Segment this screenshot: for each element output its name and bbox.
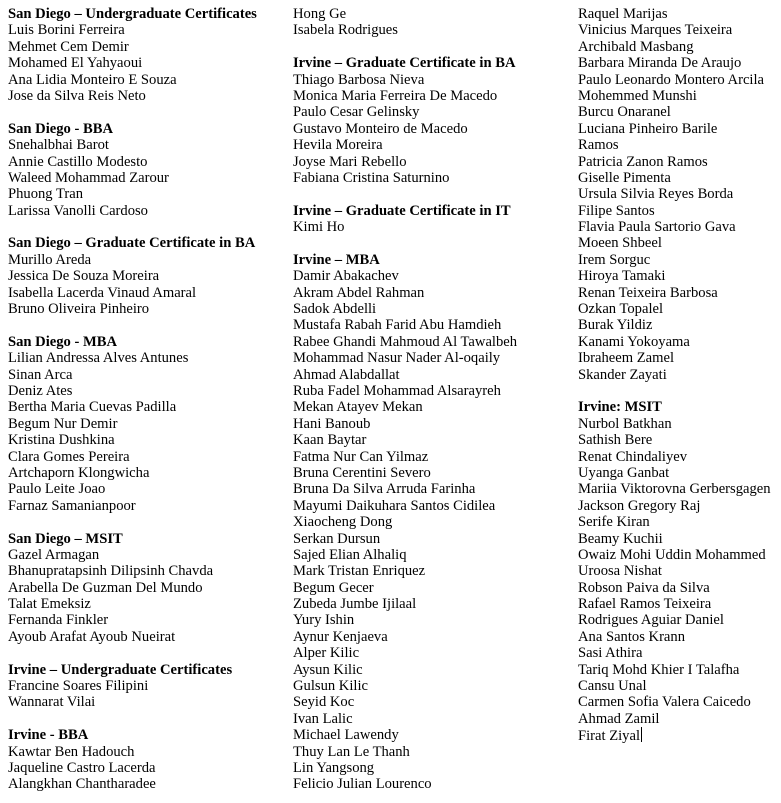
name-text: Murillo Areda xyxy=(8,251,92,268)
name-text: Hevila Moreira xyxy=(293,137,383,154)
name-text: Thiago Barbosa Nieva xyxy=(293,71,425,88)
name-text: Ozkan Topalel xyxy=(578,301,664,318)
name-text: Arabella De Guzman Del Mundo xyxy=(8,579,203,596)
name-text: Paulo Leonardo Montero Arcila xyxy=(578,71,765,88)
blank-line xyxy=(8,317,257,333)
graduate-name xyxy=(578,6,771,22)
name-text: Sinan Arca xyxy=(8,366,73,383)
graduate-name xyxy=(8,580,257,596)
graduate-name xyxy=(578,612,771,628)
name-text: Filipe Santos xyxy=(578,202,655,219)
name-text: Rafael Ramos Teixeira xyxy=(578,596,712,613)
name-text: Mohamed El Yahyaoui xyxy=(8,55,143,72)
graduate-name xyxy=(578,367,771,383)
name-text: Xiaocheng Dong xyxy=(293,514,393,531)
blank-line xyxy=(8,514,257,530)
name-text: Snehalbhai Barot xyxy=(8,137,109,154)
graduate-name xyxy=(293,727,517,743)
graduate-name xyxy=(293,662,517,678)
graduate-name xyxy=(8,629,257,645)
name-text: Sajed Elian Alhaliq xyxy=(293,546,407,563)
name-text: Archibald Masbang xyxy=(578,38,694,55)
text-column-3 xyxy=(578,6,771,744)
graduate-name xyxy=(578,154,771,170)
name-text: Ruba Fadel Mohammad Alsarayreh xyxy=(293,382,501,399)
name-text: Kimi Ho xyxy=(293,219,345,236)
graduate-name xyxy=(293,219,517,235)
name-text: Bhanupratapsinh Dilipsinh Chavda xyxy=(8,563,214,580)
name-text: Luis Borini Ferreira xyxy=(8,22,125,39)
name-text: Burcu Onaranel xyxy=(578,104,671,121)
name-text: Jose da Silva Reis Neto xyxy=(8,87,146,104)
name-text: Sasi Athira xyxy=(578,645,643,662)
name-text: Lin Yangsong xyxy=(293,759,375,776)
graduate-name xyxy=(578,39,771,55)
name-text: Kawtar Ben Hadouch xyxy=(8,743,135,760)
name-text: Nurbol Batkhan xyxy=(578,415,672,432)
graduate-name xyxy=(293,760,517,776)
graduate-name xyxy=(8,776,257,792)
name-text: Hiroya Tamaki xyxy=(578,268,666,285)
name-text: Rabee Ghandi Mahmoud Al Tawalbeh xyxy=(293,333,518,350)
graduate-name xyxy=(578,416,771,432)
name-text: Thuy Lan Le Thanh xyxy=(293,743,410,760)
graduate-name xyxy=(8,186,257,202)
name-text: Seyid Koc xyxy=(293,694,355,711)
graduate-name xyxy=(293,88,517,104)
graduate-name xyxy=(578,711,771,727)
graduate-name xyxy=(8,39,257,55)
graduate-name xyxy=(8,481,257,497)
name-text: Patricia Zanon Ramos xyxy=(578,153,708,170)
program-section xyxy=(578,6,771,383)
graduate-name xyxy=(8,268,257,284)
name-text: Mohammad Nasur Nader Al-oqaily xyxy=(293,350,501,367)
program-section xyxy=(8,6,257,104)
graduate-name xyxy=(578,481,771,497)
graduate-name xyxy=(578,629,771,645)
graduate-name xyxy=(293,531,517,547)
graduate-name xyxy=(8,547,257,563)
graduate-name xyxy=(8,137,257,153)
blank-line xyxy=(8,645,257,661)
graduate-name xyxy=(8,416,257,432)
name-text: Paulo Cesar Gelinsky xyxy=(293,104,420,121)
graduate-name xyxy=(293,137,517,153)
name-text: Hani Banoub xyxy=(293,415,371,432)
program-section xyxy=(293,55,517,186)
graduate-name xyxy=(8,88,257,104)
name-text: Monica Maria Ferreira De Macedo xyxy=(293,87,498,104)
name-text: Flavia Paula Sartorio Gava xyxy=(578,219,736,236)
name-text: Ramos xyxy=(578,137,619,154)
name-text: Giselle Pimenta xyxy=(578,169,671,186)
graduate-name xyxy=(578,268,771,284)
graduate-name xyxy=(8,498,257,514)
graduate-name xyxy=(293,285,517,301)
graduate-name xyxy=(578,121,771,137)
name-text: Mehmet Cem Demir xyxy=(8,38,129,55)
graduate-name xyxy=(293,301,517,317)
name-text: Raquel Marijas xyxy=(578,6,668,22)
graduate-name xyxy=(8,744,257,760)
name-text: Bruna Da Silva Arruda Farinha xyxy=(293,481,476,498)
section-heading: Irvine: MSIT xyxy=(578,399,662,416)
name-text: Kanami Yokoyama xyxy=(578,333,690,350)
name-text: Uyanga Ganbat xyxy=(578,464,670,481)
graduate-name xyxy=(293,22,517,38)
graduate-name xyxy=(8,449,257,465)
name-text: Irem Sorguc xyxy=(578,251,651,268)
blank-line xyxy=(578,383,771,399)
graduate-name xyxy=(578,219,771,235)
name-text: Tariq Mohd Khier I Talafha xyxy=(578,661,740,678)
graduate-name xyxy=(578,301,771,317)
name-text: Burak Yildiz xyxy=(578,317,653,334)
graduate-name xyxy=(293,350,517,366)
name-text: Yury Ishin xyxy=(293,612,355,629)
program-section xyxy=(8,531,257,646)
graduate-name xyxy=(8,170,257,186)
name-text: Begum Nur Demir xyxy=(8,415,118,432)
name-text: Farnaz Samanianpoor xyxy=(8,497,136,514)
name-text: Bertha Maria Cuevas Padilla xyxy=(8,399,177,416)
graduate-name xyxy=(8,399,257,415)
name-text: Barbara Miranda De Araujo xyxy=(578,55,742,72)
graduate-name xyxy=(578,596,771,612)
blank-line xyxy=(8,219,257,235)
name-text: Mekan Atayev Mekan xyxy=(293,399,423,416)
name-text: Isabela Rodrigues xyxy=(293,22,398,39)
name-text: Artchaporn Klongwicha xyxy=(8,464,150,481)
graduate-name xyxy=(293,399,517,415)
name-text: Sathish Bere xyxy=(578,432,653,449)
name-text: Mark Tristan Enriquez xyxy=(293,563,426,580)
graduate-name xyxy=(578,350,771,366)
blank-line xyxy=(293,235,517,251)
section-heading: Irvine - BBA xyxy=(8,727,89,744)
name-text: Jaqueline Castro Lacerda xyxy=(8,759,156,776)
name-text: Ibraheem Zamel xyxy=(578,350,675,367)
name-text: Joyse Mari Rebello xyxy=(293,153,407,170)
graduate-name xyxy=(578,88,771,104)
graduate-name xyxy=(293,744,517,760)
program-section xyxy=(293,203,517,236)
graduate-name xyxy=(578,465,771,481)
graduate-name xyxy=(578,55,771,71)
graduate-name xyxy=(578,498,771,514)
graduate-name xyxy=(578,203,771,219)
blank-line xyxy=(293,186,517,202)
graduate-name xyxy=(578,104,771,120)
name-text: Ayoub Arafat Ayoub Nueirat xyxy=(8,628,176,645)
graduate-name xyxy=(578,580,771,596)
graduate-name xyxy=(8,694,257,710)
name-text: Renan Teixeira Barbosa xyxy=(578,284,718,301)
graduate-name xyxy=(8,367,257,383)
section-heading: San Diego – Undergraduate Certificates xyxy=(8,6,257,22)
graduate-name xyxy=(578,252,771,268)
name-text: Ahmad Zamil xyxy=(578,710,660,727)
graduate-name xyxy=(578,334,771,350)
name-text: Carmen Sofia Valera Caicedo xyxy=(578,694,751,711)
graduate-name xyxy=(8,72,257,88)
section-heading: Irvine – Graduate Certificate in IT xyxy=(293,202,511,219)
graduate-name xyxy=(578,678,771,694)
name-text: Francine Soares Filipini xyxy=(8,678,149,695)
graduate-name xyxy=(293,547,517,563)
name-text: Owaiz Mohi Uddin Mohammed xyxy=(578,546,766,563)
name-text: Sadok Abdelli xyxy=(293,301,377,318)
text-cursor xyxy=(641,727,642,742)
name-text: Ana Lidia Monteiro E Souza xyxy=(8,71,177,88)
graduate-name xyxy=(578,137,771,153)
graduate-name xyxy=(293,121,517,137)
name-text: Gustavo Monteiro de Macedo xyxy=(293,120,468,137)
graduate-name xyxy=(578,662,771,678)
blank-line xyxy=(293,39,517,55)
name-text: Rodrigues Aguiar Daniel xyxy=(578,612,724,629)
graduate-name xyxy=(8,154,257,170)
program-section xyxy=(293,252,517,793)
name-text: Luciana Pinheiro Barile xyxy=(578,120,718,137)
graduate-name xyxy=(293,481,517,497)
name-text: Gulsun Kilic xyxy=(293,678,368,695)
name-text: Akram Abdel Rahman xyxy=(293,284,425,301)
graduate-name xyxy=(578,547,771,563)
graduate-name xyxy=(293,563,517,579)
graduate-name xyxy=(293,645,517,661)
graduate-name xyxy=(293,465,517,481)
name-text: Zubeda Jumbe Ijilaal xyxy=(293,596,417,613)
graduate-name xyxy=(8,612,257,628)
graduate-name xyxy=(578,22,771,38)
name-text: Fatma Nur Can Yilmaz xyxy=(293,448,429,465)
graduate-name xyxy=(578,727,771,743)
graduate-name xyxy=(293,367,517,383)
graduate-name xyxy=(578,694,771,710)
section-heading: Irvine – MBA xyxy=(293,251,380,268)
name-text: Jackson Gregory Raj xyxy=(578,497,701,514)
name-text: Kaan Baytar xyxy=(293,432,367,449)
graduate-name xyxy=(293,629,517,645)
graduate-name xyxy=(578,514,771,530)
text-column-1 xyxy=(8,6,257,793)
name-text: Ivan Lalic xyxy=(293,710,353,727)
name-text: Renat Chindaliyev xyxy=(578,448,688,465)
graduate-name xyxy=(578,186,771,202)
name-text: Michael Lawendy xyxy=(293,727,399,744)
name-text: Cansu Unal xyxy=(578,678,647,695)
graduate-name xyxy=(293,104,517,120)
graduate-name xyxy=(8,596,257,612)
program-section xyxy=(8,121,257,219)
graduate-name xyxy=(293,6,517,22)
graduate-name xyxy=(293,711,517,727)
program-section xyxy=(8,235,257,317)
graduate-name xyxy=(293,514,517,530)
graduate-name xyxy=(293,449,517,465)
graduate-name xyxy=(8,350,257,366)
text-column-2 xyxy=(293,6,517,793)
section-heading: Irvine – Graduate Certificate in BA xyxy=(293,55,516,72)
graduate-name xyxy=(293,416,517,432)
blank-line xyxy=(8,711,257,727)
name-text: Larissa Vanolli Cardoso xyxy=(8,202,148,219)
graduate-name xyxy=(293,268,517,284)
graduate-name xyxy=(293,678,517,694)
name-text: Alangkhan Chantharadee xyxy=(8,776,156,793)
graduate-name xyxy=(578,170,771,186)
graduate-name xyxy=(293,612,517,628)
graduate-name xyxy=(293,596,517,612)
name-text: Hong Ge xyxy=(293,6,347,22)
graduate-name xyxy=(8,563,257,579)
section-heading: San Diego - BBA xyxy=(8,120,114,137)
section-heading: San Diego – Graduate Certificate in BA xyxy=(8,235,256,252)
name-text: Bruno Oliveira Pinheiro xyxy=(8,301,150,318)
graduate-name xyxy=(293,776,517,792)
graduate-name xyxy=(293,498,517,514)
name-text: Gazel Armagan xyxy=(8,546,100,563)
name-text: Bruna Cerentini Severo xyxy=(293,464,431,481)
name-text: Kristina Dushkina xyxy=(8,432,115,449)
program-section xyxy=(8,334,257,514)
name-text: Aynur Kenjaeva xyxy=(293,628,388,645)
name-text: Ana Santos Krann xyxy=(578,628,686,645)
program-section xyxy=(8,727,257,793)
graduate-name xyxy=(8,432,257,448)
name-text: Clara Gomes Pereira xyxy=(8,448,130,465)
graduate-name xyxy=(578,563,771,579)
name-text: Mohemmed Munshi xyxy=(578,87,697,104)
name-text: Skander Zayati xyxy=(578,366,667,383)
graduate-name xyxy=(578,432,771,448)
name-text: Phuong Tran xyxy=(8,186,84,203)
graduate-name xyxy=(8,301,257,317)
program-section xyxy=(8,662,257,711)
name-text: Beamy Kuchii xyxy=(578,530,663,547)
name-text: Felicio Julian Lourenco xyxy=(293,776,432,793)
graduate-name xyxy=(8,678,257,694)
section-heading: San Diego - MBA xyxy=(8,333,118,350)
graduate-name xyxy=(8,285,257,301)
name-text: Alper Kilic xyxy=(293,645,360,662)
name-text: Moeen Shbeel xyxy=(578,235,662,252)
name-text: Jessica De Souza Moreira xyxy=(8,268,160,285)
name-text: Ahmad Alabdallat xyxy=(293,366,400,383)
graduate-name xyxy=(293,432,517,448)
name-text: Annie Castillo Modesto xyxy=(8,153,148,170)
graduate-name xyxy=(8,55,257,71)
name-text: Wannarat Vilai xyxy=(8,694,96,711)
graduate-name xyxy=(293,383,517,399)
graduate-name xyxy=(578,645,771,661)
section-heading: San Diego – MSIT xyxy=(8,530,123,547)
name-text: Paulo Leite Joao xyxy=(8,481,106,498)
graduate-name xyxy=(578,317,771,333)
name-text: Vinicius Marques Teixeira xyxy=(578,22,733,39)
graduate-name xyxy=(8,760,257,776)
graduate-name xyxy=(8,203,257,219)
name-text: Deniz Ates xyxy=(8,382,73,399)
program-section xyxy=(293,6,517,39)
name-text: Mustafa Rabah Farid Abu Hamdieh xyxy=(293,317,502,334)
name-text: Robson Paiva da Silva xyxy=(578,579,710,596)
graduate-name xyxy=(578,531,771,547)
graduate-name xyxy=(8,465,257,481)
graduate-name xyxy=(8,252,257,268)
graduate-name xyxy=(578,449,771,465)
name-text: Lilian Andressa Alves Antunes xyxy=(8,350,189,367)
name-text: Ursula Silvia Reyes Borda xyxy=(578,186,734,203)
name-text: Mariia Viktorovna Gerbersgagen xyxy=(578,481,771,498)
name-text: Serkan Dursun xyxy=(293,530,381,547)
name-text: Begum Gecer xyxy=(293,579,374,596)
graduate-name xyxy=(293,154,517,170)
graduate-name xyxy=(293,334,517,350)
graduate-name xyxy=(8,383,257,399)
name-text: Aysun Kilic xyxy=(293,661,363,678)
section-heading: Irvine – Undergraduate Certificates xyxy=(8,661,233,678)
graduate-name xyxy=(578,285,771,301)
name-text: Isabella Lacerda Vinaud Amaral xyxy=(8,284,197,301)
name-text: Damir Abakachev xyxy=(293,268,399,285)
program-section xyxy=(578,399,771,743)
name-text: Serife Kiran xyxy=(578,514,650,531)
name-text: Talat Emeksiz xyxy=(8,596,91,613)
name-text: Waleed Mohammad Zarour xyxy=(8,169,169,186)
name-text: Fernanda Finkler xyxy=(8,612,109,629)
name-text: Fabiana Cristina Saturnino xyxy=(293,169,450,186)
graduate-name xyxy=(293,170,517,186)
graduate-name xyxy=(8,22,257,38)
graduate-name xyxy=(293,694,517,710)
name-text: Mayumi Daikuhara Santos Cidilea xyxy=(293,497,496,514)
name-text: Uroosa Nishat xyxy=(578,563,662,580)
graduate-name xyxy=(293,72,517,88)
graduate-name xyxy=(578,235,771,251)
graduate-name xyxy=(578,72,771,88)
graduate-name xyxy=(293,317,517,333)
blank-line xyxy=(8,104,257,120)
graduate-name xyxy=(293,580,517,596)
name-text: Firat Ziyal xyxy=(578,728,641,745)
